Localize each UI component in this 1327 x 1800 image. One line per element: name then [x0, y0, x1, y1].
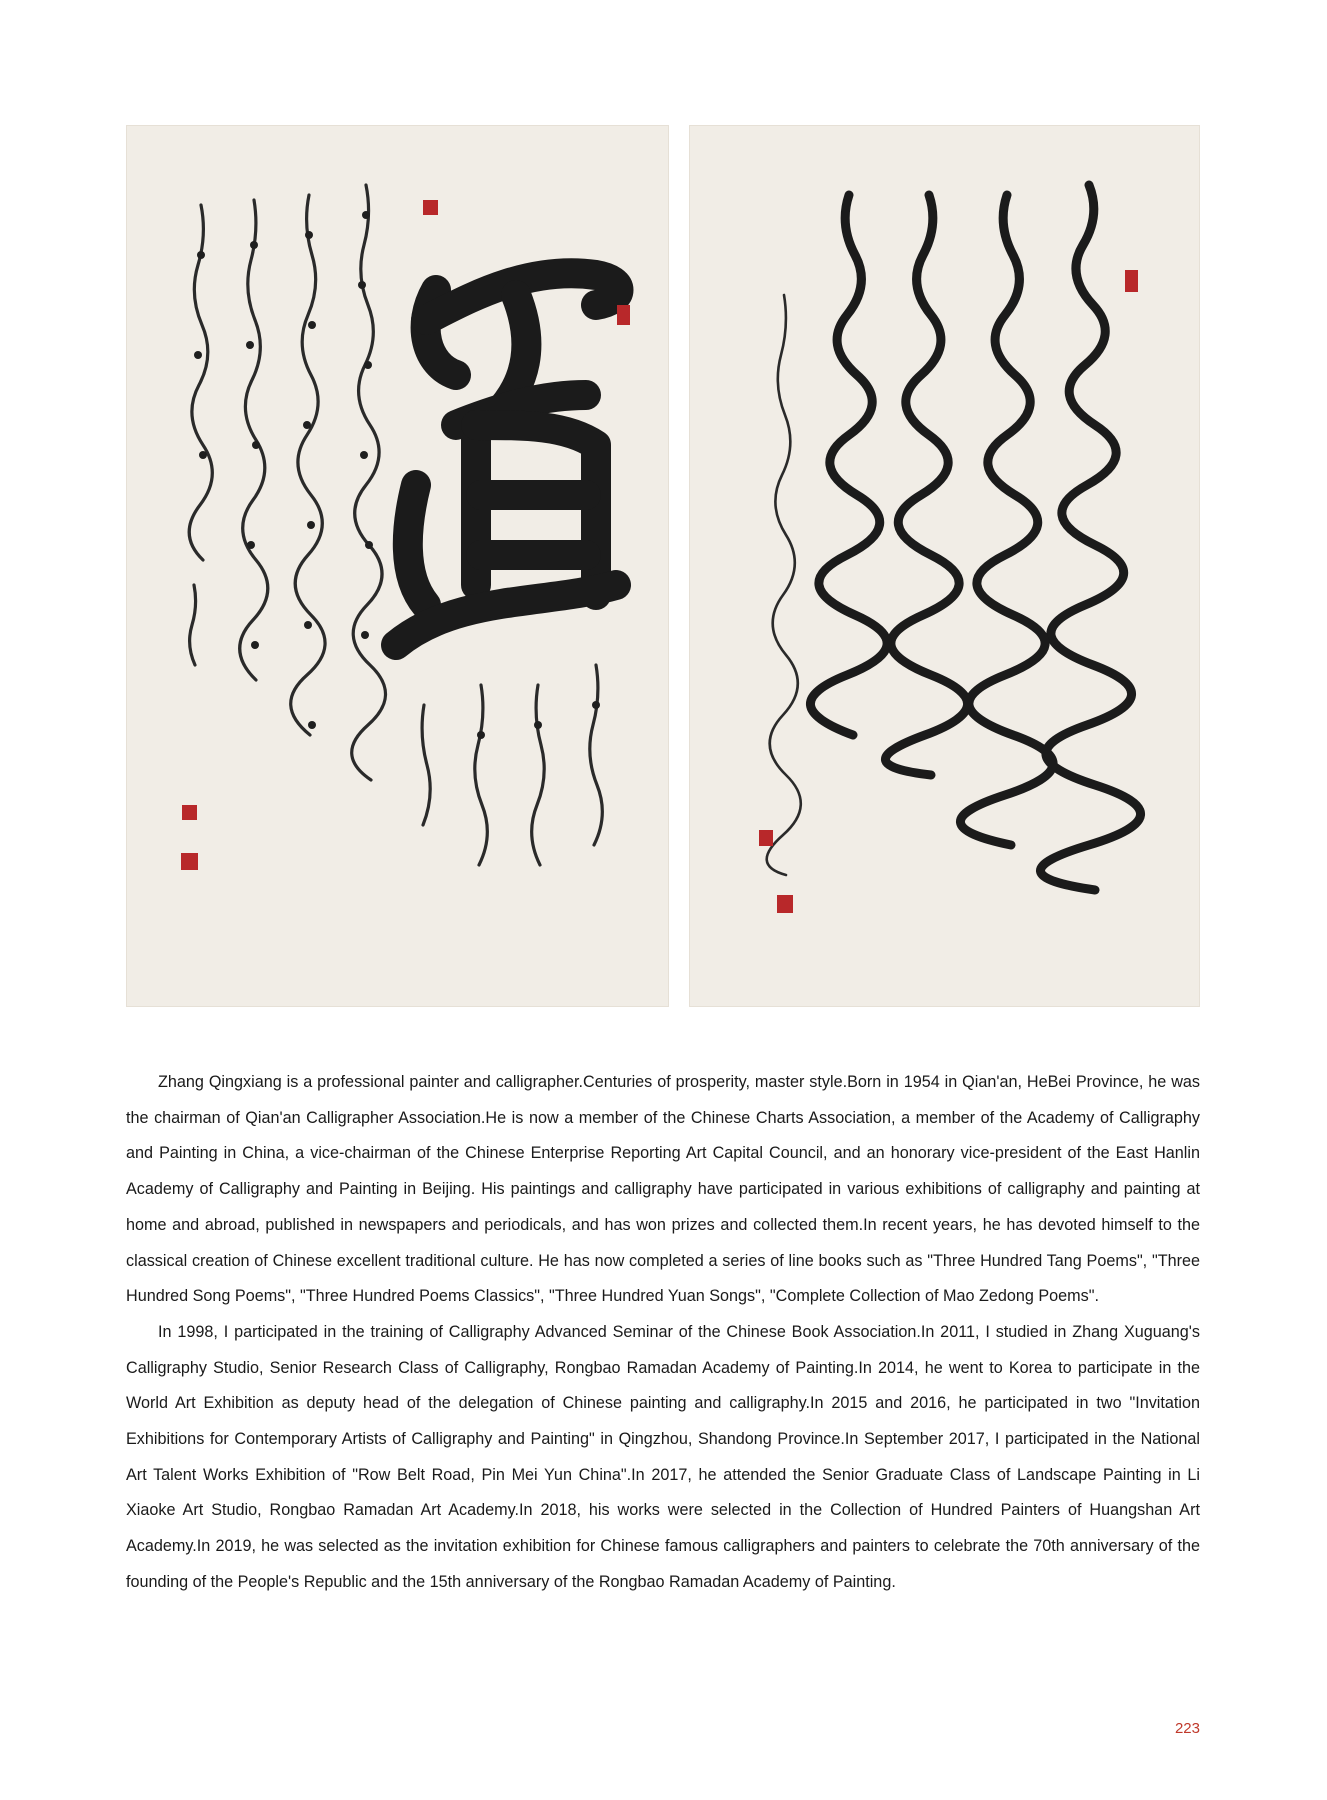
inscription-column — [767, 295, 801, 875]
artist-biography — [126, 1065, 1200, 1601]
script-columns — [810, 185, 1140, 890]
bio-paragraph-1: Zhang Qingxiang is a professional painter and calligrapher.Centuries of prosperity, master style.Born in 1954 in Qian'an, HeBei Province, he was the chairman of Qian'an Calligrapher Association.He is now a member of the Chinese Charts Association, a member of the Academy of Calligraphy and Painting in China, a vice-chairman of the Chinese Enterprise Reporting Art Capital Council, and an honorary vice-president of the East Hanlin Academy of Calligraphy and Painting in Beijing. His paintings and calligraphy have participated in various exhibitions of calligraphy and painting at home and abroad, published in newspapers and periodicals, and has won prizes and collected them.In recent years, he has devoted himself to the classical creation of Chinese excellent traditional culture. He has now completed a series of line books such as "Three Hundred Tang Poems", "Three Hundred Song Poems", "Three Hundred Poems Classics", "Three Hundred Yuan Songs", "Complete Collection of Mao Zedong Poems". — [126, 1073, 1200, 1306]
calligraphy-artwork-left — [126, 125, 669, 1007]
calligraphy-artwork-right — [689, 125, 1200, 1007]
bio-paragraph-2: In 1998, I participated in the training of Calligraphy Advanced Seminar of the Chinese Book Association.In 2011, I studied in Zhang Xuguang's Calligraphy Studio, Senior Research Class of Calligraphy, Rongbao Ramadan Academy of Painting.In 2014, he went to Korea to participate in the World Art Exhibition as deputy head of the delegation of Chinese painting and calligraphy.In 2015 and 2016, he participated in two "Invitation Exhibitions for Contemporary Artists of Calligraphy and Painting" in Qingzhou, Shandong Province.In September 2017, I participated in the National Art Talent Works Exhibition of "Row Belt Road, Pin Mei Yun China".In 2017, he attended the Senior Graduate Class of Landscape Painting in Li Xiaoke Art Studio, Rongbao Ramadan Art Academy.In 2018, his works were selected in the Collection of Hundred Painters of Huangshan Art Academy.In 2019, he was selected as the invitation exhibition for Chinese famous calligraphers and painters to celebrate the 70th anniversary of the founding of the People's Republic and the 15th anniversary of the Rongbao Ramadan Academy of Painting. — [126, 1322, 1200, 1591]
seal-stamp — [759, 830, 773, 846]
seal-stamp — [777, 895, 793, 913]
seal-stamp — [1125, 270, 1138, 292]
seal-stamp — [181, 853, 198, 870]
page-number: 223 — [1174, 1720, 1200, 1737]
calligraphy-image-left — [126, 125, 669, 1007]
calligraphy-image-right — [689, 125, 1200, 1007]
seal-stamp — [182, 805, 197, 820]
large-character — [396, 273, 619, 645]
seal-stamp — [423, 200, 438, 215]
seal-stamp — [617, 305, 630, 325]
